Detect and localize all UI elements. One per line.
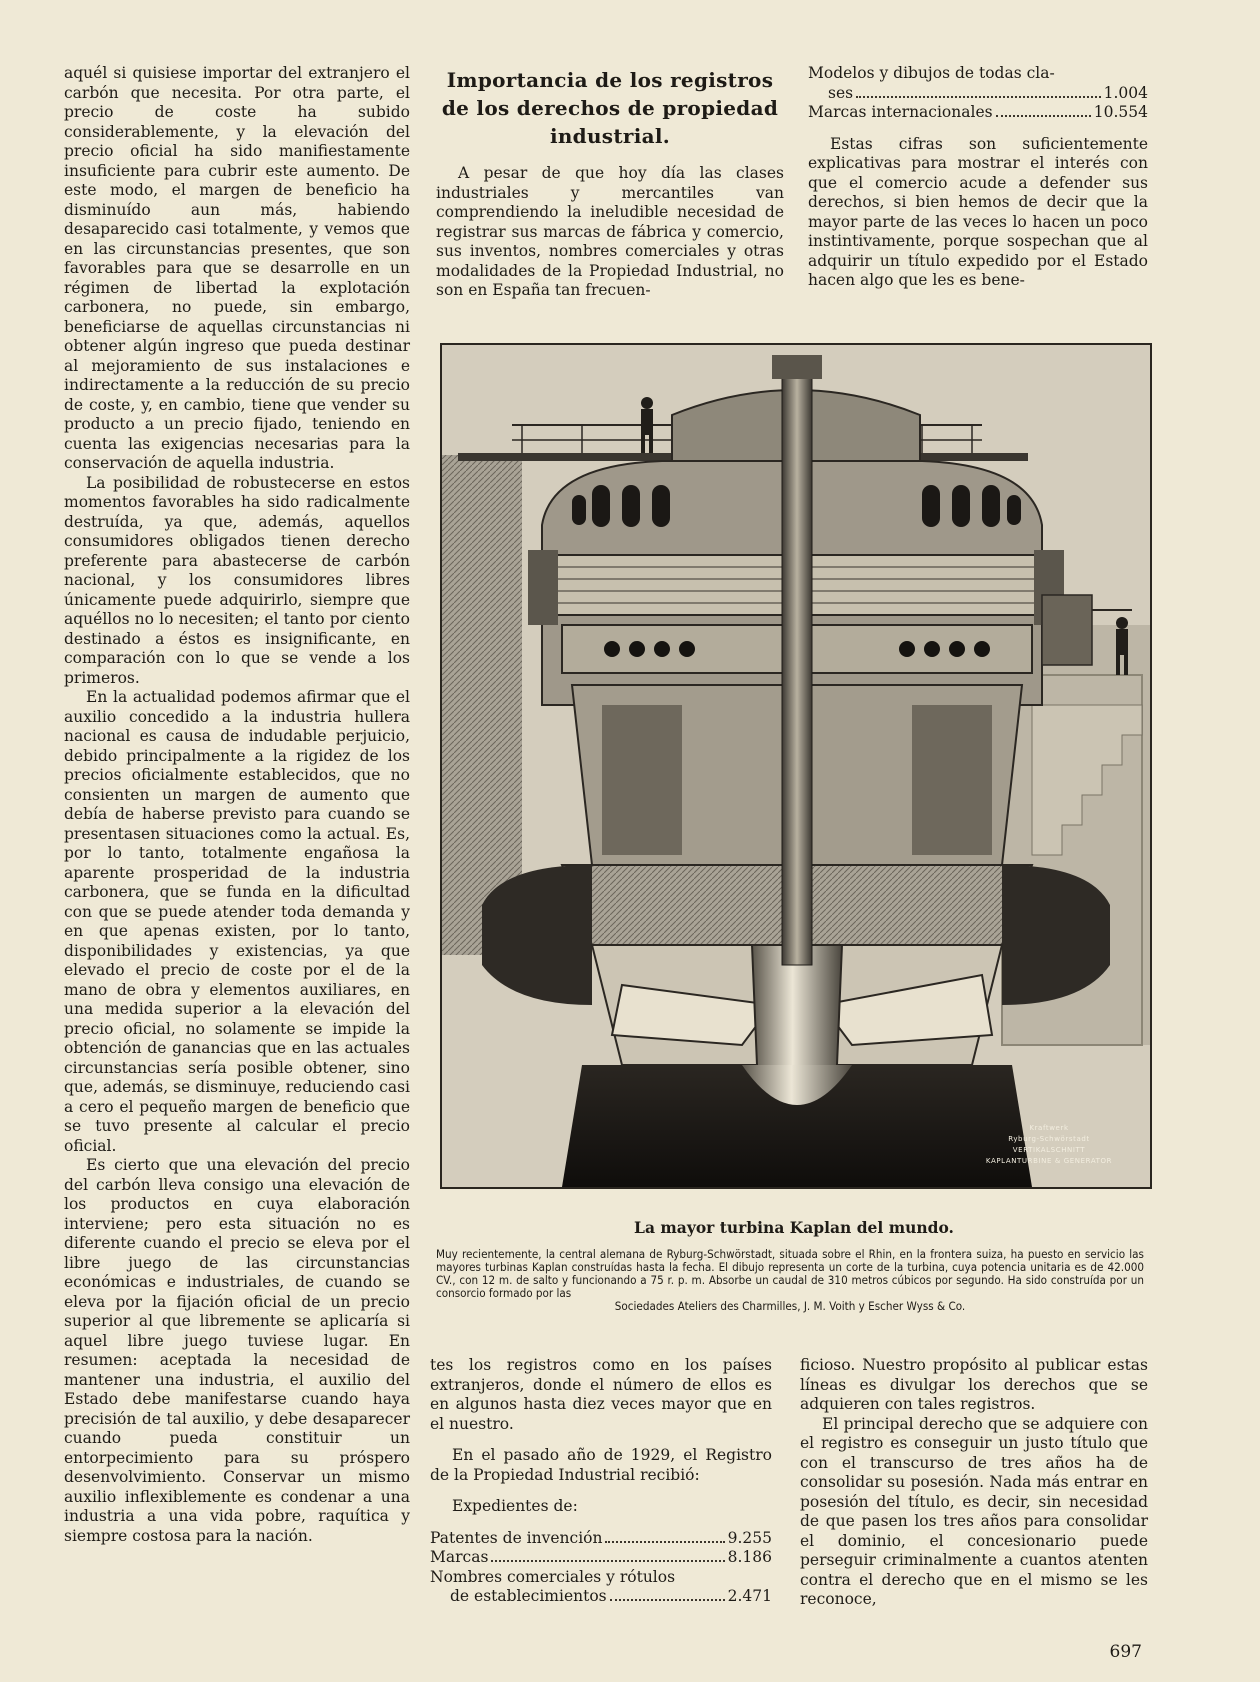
stat-label-line1: Modelos y dibujos de todas cla- — [808, 64, 1055, 82]
figure-caption-title: La mayor turbina Kaplan del mundo. — [634, 1218, 954, 1237]
dot-leader — [610, 1599, 725, 1601]
stat-label: Marcas internacionales — [808, 103, 993, 121]
stat-row-patentes — [430, 1529, 772, 1549]
article-intro: A pesar de que hoy día las clases industriales y mercantiles van comprendiendo la ineludible necesidad de registrar sus marcas de fábrica y comercio, sus inventos, nombres comerciales y otras modalidades de la Propiedad Industrial, no son en España tan frecuen- — [436, 164, 784, 299]
stat-row-nombres — [430, 1568, 772, 1588]
left-paragraph-2: La posibilidad de robustecerse en estos momentos favorables ha sido radicalmente destruída, ya que, además, aquellos consumidores obligados tienen derecho preferente para abastecerse de carbón nacional, y los consumidores libres únicamente puede adquirirlo, siempre que aquéllos no lo necesiten; el tanto por ciento destinado a éstos es insignificante, en comparación con lo que se vende a los primeros. — [64, 473, 410, 687]
stat-label: de establecimientos — [450, 1587, 607, 1605]
stat-label-line1: Nombres comerciales y rótulos — [430, 1567, 676, 1586]
right-bottom-column — [800, 1356, 1148, 1610]
plate-line: KAPLANTURBINE & GENERATOR — [985, 1157, 1113, 1165]
dot-leader — [491, 1560, 724, 1562]
left-paragraph-3: En la actualidad podemos afirmar que el auxilio concedido a la industria hullera nacional es causa de indudable perjuicio, debido principalmente a la rigidez de los precios oficialmente establecidos, que no consienten un margen de aumento que debía de haberse previsto para cuando se presentasen situaciones como la actual. Es, por lo tanto, totalmente engañosa la aparente prosperidad de la industria carbonera, que se funda en la dificultad con que se puede atender toda demanda y en que apenas existen, por lo tanto, disponibilidades y existencias, ya que elevado el precio de coste por el de la mano de obra y elementos auxiliares, en una medida superior a la elevación del precio oficial, no solamente se impide la obtención de ganancias que en las actuales circunstancias sería posible obtener, sino que, además, se disminuye, reduciendo casi a cero el pequeño margen de beneficio que se tuvo presente al calcular el precio oficial. — [64, 688, 410, 1155]
stat-value: 1.004 — [1103, 83, 1148, 102]
stat-value: 9.255 — [727, 1528, 772, 1547]
year-intro: En el pasado año de 1929, el Registro de la Propiedad Industrial recibió: — [430, 1446, 772, 1484]
left-column — [64, 64, 410, 1546]
plate-line: VERTIKALSCHNITT — [1012, 1146, 1086, 1154]
stat-label: ses — [828, 83, 854, 102]
dot-leader — [856, 96, 1101, 98]
drawing-plate-text — [974, 1123, 1124, 1167]
stat-row-modelos-cont — [808, 84, 1148, 104]
stat-row-marcas-internacionales — [808, 103, 1148, 123]
expedientes-label: Expedientes de: — [452, 1497, 578, 1515]
plate-line: Ryburg-Schwörstadt — [1008, 1135, 1090, 1143]
turbine-cross-section-drawing — [442, 345, 1150, 1187]
stat-row-nombres-cont — [430, 1587, 772, 1607]
continued-paragraph: tes los registros como en los países extranjeros, donde el número de ellos es en algunos hasta diez veces mayor que en el nuestro. — [430, 1356, 772, 1433]
plate-line: Kraftwerk — [1029, 1124, 1069, 1132]
right-top-column — [808, 64, 1148, 291]
stat-label: Patentes de invención — [430, 1528, 603, 1547]
right-bottom-paragraph-2: El principal derecho que se adquiere con el registro es conseguir un justo título que con el transcurso de tres años ha de consolidar su posesión. Nada más entrar en posesión del título, es decir, sin necesidad de que pasen los tres años para consolidar el dominio, el concesionario puede perseguir criminalmente a cuantos atenten contra el derecho que en el mismo se les reconoce, — [800, 1414, 1148, 1608]
stat-row-marcas — [430, 1548, 772, 1568]
caption-body: Muy recientemente, la central alemana de Ryburg-Schwörstadt, situada sobre el Rhin, en la frontera suiza, ha puesto en servicio las mayores turbinas Kaplan construídas hasta la fecha. El dibujo representa un corte de la turbina, cuya potencia unitaria es de 42.000 CV., con 12 m. de salto y funcionando a 75 r. p. m. Absorbe un caudal de 310 metros cúbicos por segundo. Ha sido construída por un consorcio formado por las — [436, 1247, 1144, 1300]
stat-value: 2.471 — [727, 1587, 772, 1605]
article-start-column — [436, 64, 784, 301]
article-continued-column — [430, 1356, 772, 1607]
left-paragraph-4: Es cierto que una elevación del precio del carbón lleva consigo una elevación de los productos en cuya elaboración interviene; pero esta situación no es diferente cuando el precio se eleva por el libre juego de las circunstancias económicas e industriales, de cuando se eleva por la fijación oficial de un precio superior al que libremente se aplicaría si aquel libre juego tuviese lugar. En resumen: aceptada la necesidad de mantener una industria, el auxilio del Estado debe manifestarse cuando haya precisión de tal auxilio, y debe desaparecer cuando pueda constituir un entorpecimiento para su próspero desenvolvimiento. Conservar un mismo auxilio inflexiblemente es condenar a una industria a una vida pobre, raquítica y siempre costosa para la nación. — [64, 1156, 410, 1545]
stat-value: 10.554 — [1093, 103, 1148, 121]
figure-caption — [436, 1248, 1144, 1313]
stat-value: 8.186 — [727, 1548, 772, 1566]
right-top-paragraph: Estas cifras son suficientemente explicativas para mostrar el interés con que el comercio acude a defender sus derechos, si bien hemos de decir que la mayor parte de las veces lo hacen un poco instintivamente, porque sospechan que al adquirir un título expedido por el Estado hacen algo que les es bene- — [808, 134, 1148, 289]
stat-label: Marcas — [430, 1548, 489, 1566]
turbine-illustration — [440, 343, 1152, 1189]
caption-last-line: Sociedades Ateliers des Charmilles, J. M. Voith y Escher Wyss & Co. — [614, 1299, 966, 1313]
article-headline: Importancia de los registros de los derechos de propiedad industrial. — [441, 68, 779, 148]
right-bottom-paragraph-1: ficioso. Nuestro propósito al publicar estas líneas es divulgar los derechos que se adquieren con tales registros. — [800, 1356, 1148, 1413]
dot-leader — [996, 115, 1091, 117]
page-number: 697 — [1109, 1642, 1142, 1662]
stat-row-modelos — [808, 64, 1148, 84]
left-paragraph-1: aquél si quisiese importar del extranjero el carbón que necesita. Por otra parte, el precio de coste ha subido considerablemente, y la elevación del precio oficial ha sido manifiestamente insuficiente para cubrir este aumento. De este modo, el margen de beneficio ha disminuído aun más, habiendo desaparecido casi totalmente, y vemos que en las circunstancias presentes, que son favorables para que se desarrolle en un régimen de libertad la explotación carbonera, no puede, sin embargo, beneficiarse de aquellas circunstancias ni obtener algún ingreso que pueda destinar al mejoramiento de sus instalaciones e indirectamente a la reducción de su precio de coste, y, en cambio, tiene que vender su producto a un precio fijado, teniendo en cuenta las exigencias necesarias para la conservación de aquella industria. — [64, 64, 410, 472]
dot-leader — [605, 1541, 724, 1543]
